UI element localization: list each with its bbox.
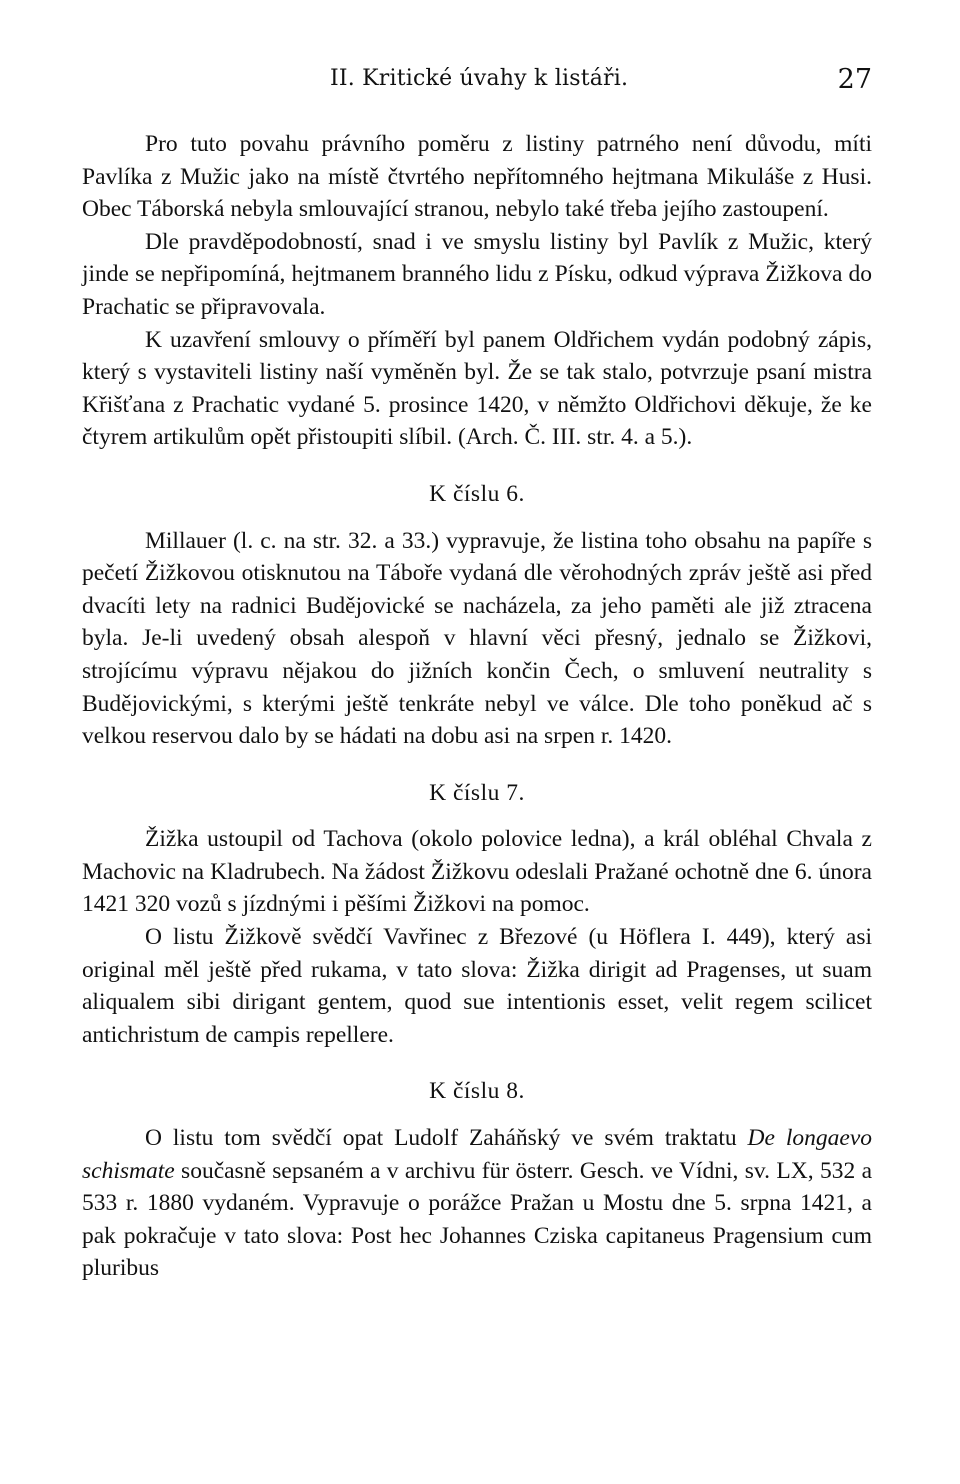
page-header (0, 62, 960, 102)
running-title: II. Kritické úvahy k listáři. (330, 66, 629, 91)
paragraph-text: současně sepsaném a v archivu für österr. Gesch. ve Vídni, sv. LX, 532 a 533 r. 1880 vydaném. Vypravuje o porážce Pražan u Mostu dne 5. srpna 1421, a pak pokračuje v tato slova: Post hec Johannes Cziska capitaneus Pragensium cum pluribus (82, 1157, 872, 1282)
paragraph: Pro tuto povahu právního poměru z listiny patrného není důvodu, míti Pavlíka z Mužic jako na místě čtvrtého nepřítomného hejtmana Mikuláše z Husi. Obec Táborská nebyla smlouvající stranou, nebylo také třeba jejího zastoupení. (82, 131, 872, 223)
section-heading-7: K číslu 7. (429, 779, 525, 806)
page-number: 27 (837, 64, 872, 95)
paragraph-text: O listu tom svědčí opat Ludolf Zaháňský ve svém traktatu (145, 1125, 748, 1152)
paragraph: Dle pravděpodobností, snad i ve smyslu listiny byl Pavlík z Mužic, který jinde se nepřipomíná, hejtmanem branného lidu z Písku, odkud výprava Žižkova do Prachatic se připravovala. (82, 228, 872, 320)
page-body (82, 128, 872, 1285)
section-heading-8: K číslu 8. (429, 1078, 525, 1105)
work-title: De longaevo schismate (82, 1125, 873, 1184)
paragraph: K uzavření smlouvy o příměří byl panem Oldřichem vydán podobný zápis, který s vystaviteli listiny naší vyměněn byl. Že se tak stalo, potvrzuje psaní mistra Křišťana z Prachatic vydané 5. prosince 1420, v němžto Oldřichovi děkuje, že ke čtyrem artikulům opět přistoupiti slíbil. (Arch. Č. III. str. 4. a 5.). (82, 326, 872, 451)
paragraph: Žižka ustoupil od Tachova (okolo polovice ledna), a král obléhal Chvala z Machovic na Kladrubech. Na žádost Žižkovu odeslali Pražané ochotně dne 6. února 1421 320 vozů s jízdnými i pěšími Žižkovi na pomoc. (82, 826, 872, 918)
paragraph (82, 1122, 872, 1285)
paragraph: O listu Žižkově svědčí Vavřinec z Březové (u Höflera I. 449), který asi original měl ještě před rukama, v tato slova: Žižka dirigit ad Pragenses, ut suam aliqualem sibi dirigant gentem, quod sue intentionis esset, velit regem scilicet antichristum de campis repellere. (82, 924, 872, 1048)
section-heading-6: K číslu 6. (429, 480, 525, 507)
paragraph: Millauer (l. c. na str. 32. a 33.) vypravuje, že listina toho obsahu na papíře s pečetí Žižkovou otisknutou na Táboře vydaná dle věrohodných zpráv ještě asi před dvacíti lety na radnici Budějovické se nacházela, za jeho paměti ale již ztracena byla. Je-li uvedený obsah alespoň v hlavní věci přesný, jednalo se Žižkovi, strojícímu výpravu nějakou do jižních končin Čech, o smluvení neutrality s Budějovickými, s kterými ještě tenkráte nebyl ve válce. Dle toho poněkud ač s velkou reservou dalo by se hádati na dobu asi na srpen r. 1420. (82, 527, 872, 750)
